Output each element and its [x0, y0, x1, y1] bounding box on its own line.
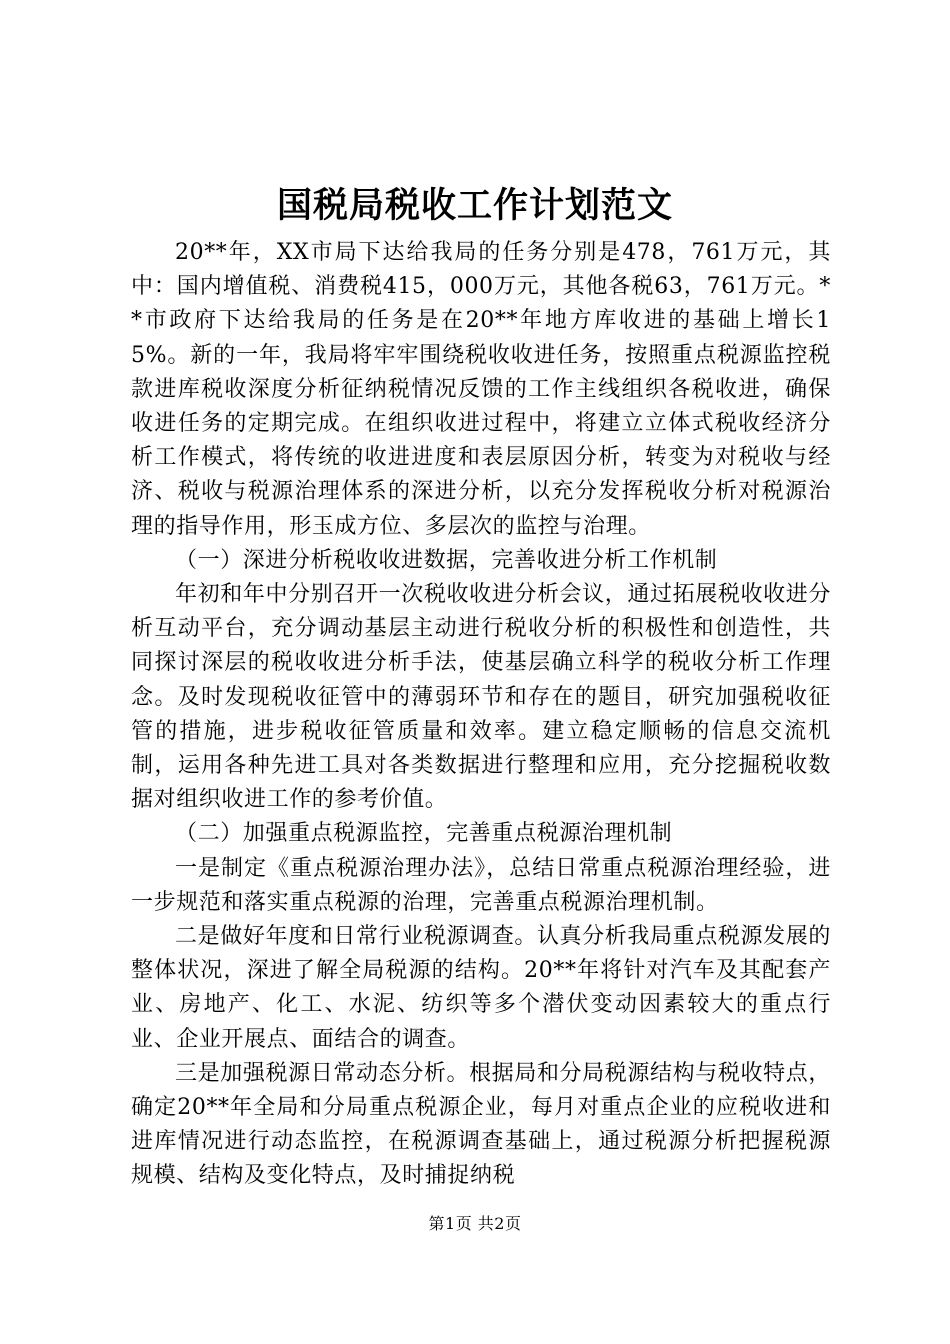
section-2-item-2: 二是做好年度和日常行业税源调查。认真分析我局重点税源发展的整体状况，深进了解全局税源的结构。20**年将针对汽车及其配套产业、房地产、化工、水泥、纺织等多个潜伏变动因素较大的重点行业、企业开展点、面结合的调查。: [131, 924, 831, 1052]
section-heading-1: （一）深进分析税收收进数据，完善收进分析工作机制: [175, 547, 718, 573]
section-2-item-1: 一是制定《重点税源治理办法》，总结日常重点税源治理经验，进一步规范和落实重点税源的治理，完善重点税源治理机制。: [131, 855, 831, 915]
section-1-paragraph: 年初和年中分别召开一次税收收进分析会议，通过拓展税收收进分析互动平台，充分调动基层主动进行税收分析的积极性和创造性，共同探讨深层的税收收进分析手法，使基层确立科学的税收分析工作理念。及时发现税收征管中的薄弱环节和存在的题目，研究加强税收征管的措施，进步税收征管质量和效率。建立稳定顺畅的信息交流机制，运用各种先进工具对各类数据进行整理和应用，充分挖掘税收数据对组织收进工作的参考价值。: [131, 582, 831, 813]
intro-paragraph: 20**年，XX市局下达给我局的任务分别是478，761万元，其中：国内增值税、消费税415，000万元，其他各税63，761万元。**市政府下达给我局的任务是在20**年地方库收进的基础上增长15%。新的一年，我局将牢牢围绕税收收进任务，按照重点税源监控税款进库税收深度分析征纳税情况反馈的工作主线组织各税收进，确保收进任务的定期完成。在组织收进过程中，将建立立体式税收经济分析工作模式，将传统的收进进度和表层原因分析，转变为对税收与经济、税收与税源治理体系的深进分析，以充分发挥税收分析对税源治理的指导作用，形玉成方位、多层次的监控与治理。: [131, 240, 831, 539]
section-heading-2: （二）加强重点税源监控，完善重点税源治理机制: [175, 821, 673, 847]
document-body: [131, 236, 831, 1194]
document-title: 国税局税收工作计划范文: [276, 185, 673, 226]
section-2-item-3: 三是加强税源日常动态分析。根据局和分局税源结构与税收特点，确定20**年全局和分局重点税源企业，每月对重点企业的应税收进和进库情况进行动态监控，在税源调查基础上，通过税源分析把握税源规模、结构及变化特点，及时捕捉纳税: [131, 1060, 831, 1189]
page-number-footer: 第1页 共2页: [428, 1214, 522, 1233]
